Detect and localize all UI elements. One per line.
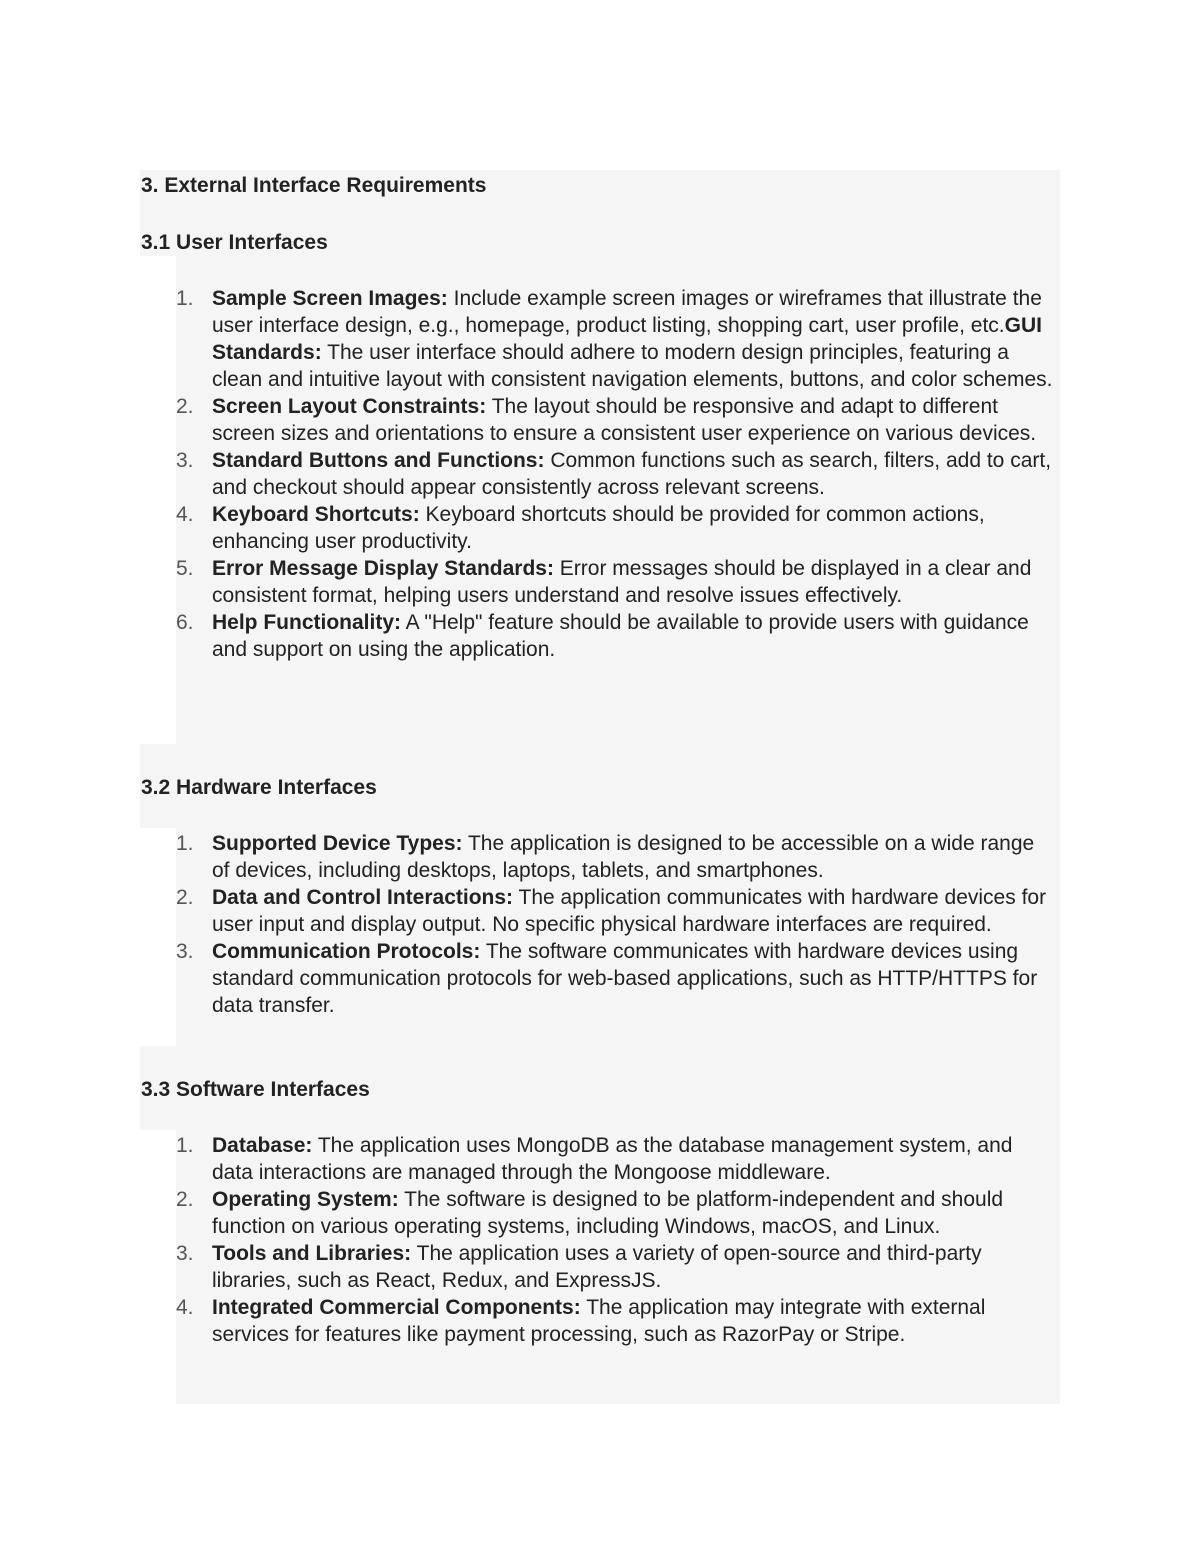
item-label: Error Message Display Standards:	[212, 557, 554, 580]
section-heading-hardware-interfaces: 3.2 Hardware Interfaces	[141, 776, 377, 799]
item-label: Screen Layout Constraints:	[212, 395, 487, 418]
list-number: 4.	[176, 503, 194, 526]
item-label: Communication Protocols:	[212, 940, 481, 963]
software-interfaces-list	[176, 1132, 1056, 1348]
item-text: The application uses MongoDB as the database management system, and data interactions are managed through the Mongoose middleware.	[212, 1134, 1013, 1184]
list-number: 1.	[176, 832, 194, 855]
item-text: The application communicates with hardware devices for user input and display output. No specific physical hardware interfaces are required.	[212, 886, 1047, 936]
item-text: The application is designed to be accessible on a wide range of devices, including desktops, laptops, tablets, and smartphones.	[212, 832, 1035, 882]
list-item	[176, 609, 1056, 663]
item-text: A "Help" feature should be available to provide users with guidance and support on using the application.	[212, 611, 1029, 661]
item-text: The software is designed to be platform-independent and should function on various operating systems, including Windows, macOS, and Linux.	[212, 1188, 1004, 1238]
list-number: 2.	[176, 395, 194, 418]
list-item	[176, 393, 1056, 447]
item-label: Supported Device Types:	[212, 832, 463, 855]
hardware-interfaces-list	[176, 830, 1056, 1019]
item-label: Sample Screen Images:	[212, 287, 448, 310]
list-number: 2.	[176, 1188, 194, 1211]
list-number: 3.	[176, 449, 194, 472]
item-text: The software communicates with hardware devices using standard communication protocols for web-based applications, such as HTTP/HTTPS for data transfer.	[212, 940, 1038, 1017]
list-item	[176, 285, 1056, 393]
item-text: Keyboard shortcuts should be provided for common actions, enhancing user productivity.	[212, 503, 985, 553]
list-number: 3.	[176, 940, 194, 963]
user-interfaces-list	[176, 285, 1056, 663]
item-label: GUI Standards:	[212, 314, 1042, 364]
list-number: 1.	[176, 1134, 194, 1157]
item-label: Data and Control Interactions:	[212, 886, 514, 909]
item-label: Help Functionality:	[212, 611, 401, 634]
item-text: Error messages should be displayed in a clear and consistent format, helping users understand and resolve issues effectively.	[212, 557, 1032, 607]
list-item	[176, 1294, 1056, 1348]
list-item	[176, 830, 1056, 884]
item-text: The application uses a variety of open-source and third-party libraries, such as React, Redux, and ExpressJS.	[212, 1242, 982, 1292]
list-item	[176, 447, 1056, 501]
list-number: 1.	[176, 287, 194, 310]
item-text: The layout should be responsive and adapt to different screen sizes and orientations to ensure a consistent user experience on various devices.	[212, 395, 1037, 445]
list-item	[176, 501, 1056, 555]
list-item	[176, 1240, 1056, 1294]
list-item	[176, 555, 1056, 609]
item-text: Include example screen images or wireframes that illustrate the user interface design, e.g., homepage, product listing, shopping cart, user profile, etc.	[212, 287, 1042, 337]
item-label: Database:	[212, 1134, 313, 1157]
list-item	[176, 1132, 1056, 1186]
section-heading-user-interfaces: 3.1 User Interfaces	[141, 231, 328, 254]
item-label: Tools and Libraries:	[212, 1242, 412, 1265]
item-text: The user interface should adhere to modern design principles, featuring a clean and intuitive layout with consistent navigation elements, buttons, and color schemes.	[212, 341, 1053, 391]
list-number: 2.	[176, 886, 194, 909]
list-item	[176, 884, 1056, 938]
list-item	[176, 938, 1056, 1019]
item-text: Common functions such as search, filters, add to cart, and checkout should appear consistently across relevant screens.	[212, 449, 1052, 499]
item-label: Standard Buttons and Functions:	[212, 449, 545, 472]
list-number: 5.	[176, 557, 194, 580]
page-title: 3. External Interface Requirements	[141, 174, 487, 197]
list-number: 3.	[176, 1242, 194, 1265]
list-item	[176, 1186, 1056, 1240]
list-number: 6.	[176, 611, 194, 634]
item-text: The application may integrate with external services for features like payment processing, such as RazorPay or Stripe.	[212, 1296, 986, 1346]
section-heading-software-interfaces: 3.3 Software Interfaces	[141, 1078, 370, 1101]
item-label: Integrated Commercial Components:	[212, 1296, 581, 1319]
item-label: Keyboard Shortcuts:	[212, 503, 420, 526]
list-number: 4.	[176, 1296, 194, 1319]
item-label: Operating System:	[212, 1188, 399, 1211]
